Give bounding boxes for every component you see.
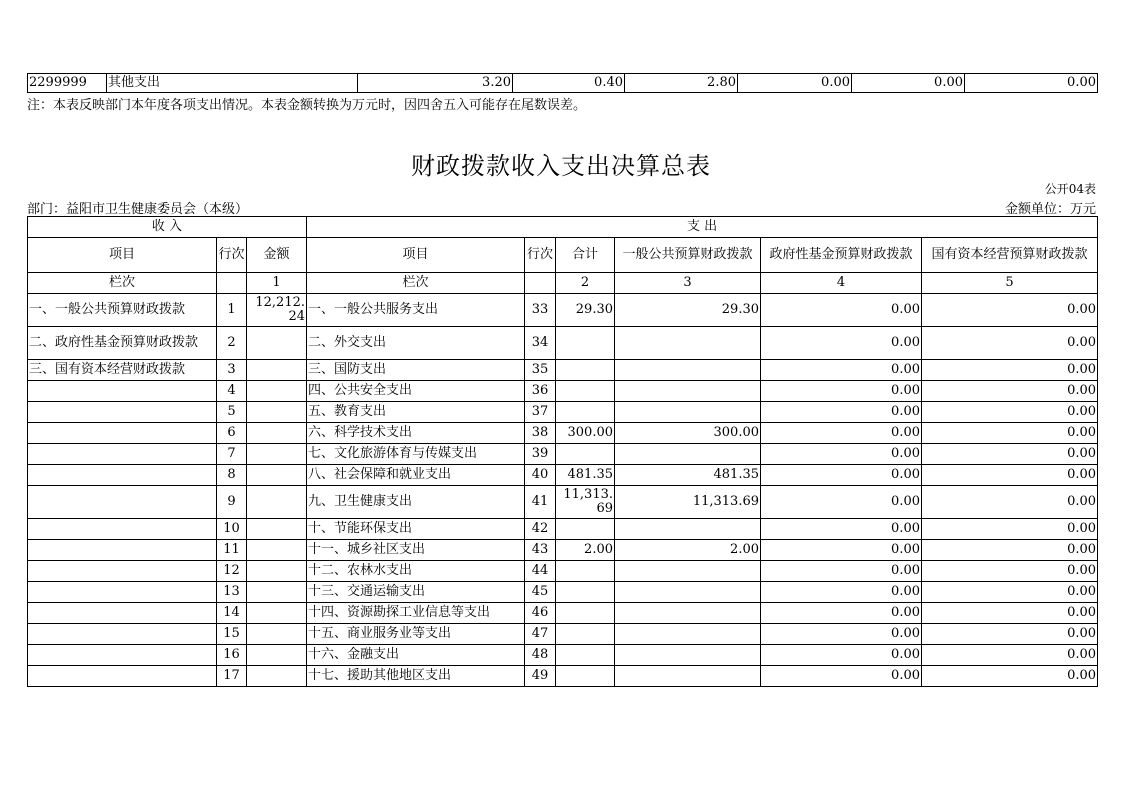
general-budget-value: 29.30 [615,294,761,327]
expense-total [556,519,615,540]
column-index-row [28,273,1098,294]
income-line-no: 11 [217,540,247,561]
general-budget-value [615,360,761,381]
expense-total [556,444,615,465]
income-item [28,444,217,465]
col-header-state-capital: 国有资本经营预算财政拨款 [922,238,1098,273]
unit-label: 金额单位：万元 [1004,202,1096,217]
income-amount [247,327,307,360]
fund-budget-value: 0.00 [761,645,922,666]
expense-item: 九、卫生健康支出 [307,486,525,519]
income-amount [247,582,307,603]
col-header-line: 行次 [217,238,247,273]
general-budget-value: 2.00 [615,540,761,561]
table-row [28,465,1098,486]
table-row [28,381,1098,402]
income-item: 二、政府性基金预算财政拨款 [28,327,217,360]
table-row [28,561,1098,582]
expense-line-no: 42 [525,519,556,540]
income-header: 收 入 [28,217,307,238]
state-capital-value: 0.00 [922,327,1098,360]
state-capital-value: 0.00 [922,486,1098,519]
income-item: 三、国有资本经营财政拨款 [28,360,217,381]
expense-item: 十六、金融支出 [307,645,525,666]
subject-code: 2299999 [28,74,107,93]
col-index: 2 [556,273,615,294]
expense-total [556,402,615,423]
income-amount [247,402,307,423]
value-cell: 0.40 [513,74,625,93]
fund-budget-value: 0.00 [761,294,922,327]
state-capital-value: 0.00 [922,582,1098,603]
fiscal-summary-table [27,216,1098,687]
expense-line-no: 33 [525,294,556,327]
value-cell: 0.00 [852,74,965,93]
col-index: 4 [761,273,922,294]
state-capital-value: 0.00 [922,381,1098,402]
col-header-fund-budget: 政府性基金预算财政拨款 [761,238,922,273]
col-index: 3 [615,273,761,294]
table-row [28,582,1098,603]
general-budget-value [615,582,761,603]
expense-line-no: 36 [525,381,556,402]
income-item [28,465,217,486]
table-row [28,444,1098,465]
table-row [28,402,1098,423]
table-note: 注：本表反映部门本年度各项支出情况。本表金额转换为万元时，因四舍五入可能存在尾数误差。 [27,98,587,113]
empty-cell [525,273,556,294]
income-line-no: 1 [217,294,247,327]
state-capital-value: 0.00 [922,360,1098,381]
income-line-no: 13 [217,582,247,603]
general-budget-value [615,624,761,645]
fund-budget-value: 0.00 [761,603,922,624]
state-capital-value: 0.00 [922,519,1098,540]
expense-item: 七、文化旅游体育与传媒支出 [307,444,525,465]
income-item [28,540,217,561]
form-code: 公开04表 [1044,182,1096,196]
income-line-no: 16 [217,645,247,666]
header-row [28,217,1098,238]
income-amount [247,540,307,561]
income-line-no: 6 [217,423,247,444]
fund-budget-value: 0.00 [761,540,922,561]
state-capital-value: 0.00 [922,645,1098,666]
income-amount [247,360,307,381]
fund-budget-value: 0.00 [761,381,922,402]
expense-item: 十一、城乡社区支出 [307,540,525,561]
income-line-no: 12 [217,561,247,582]
income-item [28,666,217,687]
income-item [28,381,217,402]
subject-name: 其他支出 [107,74,358,93]
income-amount [247,486,307,519]
fund-budget-value: 0.00 [761,582,922,603]
income-amount [247,381,307,402]
department-label: 部门：益阳市卫生健康委员会（本级） [27,202,249,217]
expense-item: 十四、资源勘探工业信息等支出 [307,603,525,624]
col-label: 栏次 [28,273,217,294]
income-line-no: 5 [217,402,247,423]
income-amount [247,666,307,687]
expense-item: 十、节能环保支出 [307,519,525,540]
income-item [28,561,217,582]
fund-budget-value: 0.00 [761,561,922,582]
expense-line-no: 46 [525,603,556,624]
expense-line-no: 49 [525,666,556,687]
general-budget-value: 300.00 [615,423,761,444]
expense-line-no: 34 [525,327,556,360]
income-line-no: 2 [217,327,247,360]
fund-budget-value: 0.00 [761,519,922,540]
expense-total [556,327,615,360]
income-line-no: 15 [217,624,247,645]
table-row [28,603,1098,624]
col-header-item: 项目 [28,238,217,273]
expense-item: 十五、商业服务业等支出 [307,624,525,645]
expense-item: 十三、交通运输支出 [307,582,525,603]
value-cell: 2.80 [625,74,738,93]
expense-line-no: 48 [525,645,556,666]
general-budget-value [615,666,761,687]
state-capital-value: 0.00 [922,603,1098,624]
expense-item: 十七、援助其他地区支出 [307,666,525,687]
expense-total: 481.35 [556,465,615,486]
previous-expense-table [27,73,1098,93]
fund-budget-value: 0.00 [761,666,922,687]
table-row [28,486,1098,519]
col-header-amount: 金额 [247,238,307,273]
fund-budget-value: 0.00 [761,465,922,486]
expense-item: 一、一般公共服务支出 [307,294,525,327]
income-amount [247,561,307,582]
fund-budget-value: 0.00 [761,360,922,381]
expense-line-no: 40 [525,465,556,486]
income-amount [247,519,307,540]
col-header-total: 合计 [556,238,615,273]
income-line-no: 8 [217,465,247,486]
income-amount [247,423,307,444]
expense-item: 五、教育支出 [307,402,525,423]
general-budget-value [615,645,761,666]
expense-item: 八、社会保障和就业支出 [307,465,525,486]
general-budget-value: 481.35 [615,465,761,486]
income-line-no: 10 [217,519,247,540]
fund-budget-value: 0.00 [761,624,922,645]
state-capital-value: 0.00 [922,423,1098,444]
state-capital-value: 0.00 [922,624,1098,645]
state-capital-value: 0.00 [922,666,1098,687]
fund-budget-value: 0.00 [761,402,922,423]
fund-budget-value: 0.00 [761,327,922,360]
income-item [28,486,217,519]
income-item [28,423,217,444]
income-item [28,402,217,423]
expense-total [556,561,615,582]
income-line-no: 3 [217,360,247,381]
expense-line-no: 41 [525,486,556,519]
state-capital-value: 0.00 [922,402,1098,423]
income-amount [247,444,307,465]
expense-item: 三、国防支出 [307,360,525,381]
table-row [28,645,1098,666]
col-header-general-budget: 一般公共预算财政拨款 [615,238,761,273]
expense-total [556,381,615,402]
table-row [28,74,1098,93]
expense-item: 四、公共安全支出 [307,381,525,402]
state-capital-value: 0.00 [922,294,1098,327]
expense-total: 2.00 [556,540,615,561]
income-item [28,645,217,666]
table-row [28,540,1098,561]
general-budget-value [615,603,761,624]
fund-budget-value: 0.00 [761,444,922,465]
income-amount [247,603,307,624]
state-capital-value: 0.00 [922,561,1098,582]
value-cell: 0.00 [738,74,852,93]
income-item [28,603,217,624]
expense-line-no: 47 [525,624,556,645]
col-index: 1 [247,273,307,294]
expense-total [556,666,615,687]
header-row [28,238,1098,273]
expense-line-no: 38 [525,423,556,444]
income-line-no: 17 [217,666,247,687]
table-row [28,519,1098,540]
state-capital-value: 0.00 [922,465,1098,486]
expense-line-no: 35 [525,360,556,381]
income-amount [247,624,307,645]
general-budget-value [615,519,761,540]
general-budget-value [615,327,761,360]
table-row [28,327,1098,360]
general-budget-value [615,402,761,423]
state-capital-value: 0.00 [922,540,1098,561]
expense-total [556,645,615,666]
page-title: 财政拨款收入支出决算总表 [411,152,711,180]
expense-line-no: 39 [525,444,556,465]
income-amount: 12,212.24 [247,294,307,327]
income-item [28,519,217,540]
general-budget-value [615,381,761,402]
expense-line-no: 43 [525,540,556,561]
empty-cell [217,273,247,294]
income-item [28,624,217,645]
general-budget-value [615,444,761,465]
table-row [28,360,1098,381]
expense-line-no: 45 [525,582,556,603]
expense-total: 11,313.69 [556,486,615,519]
expense-line-no: 37 [525,402,556,423]
fund-budget-value: 0.00 [761,486,922,519]
expense-item: 十二、农林水支出 [307,561,525,582]
income-amount [247,465,307,486]
table-row [28,294,1098,327]
col-header-item: 项目 [307,238,525,273]
expense-total: 300.00 [556,423,615,444]
income-item [28,582,217,603]
expense-total: 29.30 [556,294,615,327]
table-row [28,423,1098,444]
income-line-no: 9 [217,486,247,519]
income-line-no: 7 [217,444,247,465]
expense-total [556,582,615,603]
income-line-no: 4 [217,381,247,402]
state-capital-value: 0.00 [922,444,1098,465]
table-row [28,666,1098,687]
col-header-line: 行次 [525,238,556,273]
expense-total [556,603,615,624]
general-budget-value [615,561,761,582]
expense-item: 二、外交支出 [307,327,525,360]
value-cell: 3.20 [358,74,513,93]
expense-total [556,624,615,645]
table-row [28,624,1098,645]
expense-item: 六、科学技术支出 [307,423,525,444]
income-line-no: 14 [217,603,247,624]
income-item: 一、一般公共预算财政拨款 [28,294,217,327]
fund-budget-value: 0.00 [761,423,922,444]
expense-total [556,360,615,381]
expense-header: 支 出 [307,217,1098,238]
value-cell: 0.00 [965,74,1098,93]
general-budget-value: 11,313.69 [615,486,761,519]
expense-line-no: 44 [525,561,556,582]
col-index: 5 [922,273,1098,294]
col-label: 栏次 [307,273,525,294]
income-amount [247,645,307,666]
